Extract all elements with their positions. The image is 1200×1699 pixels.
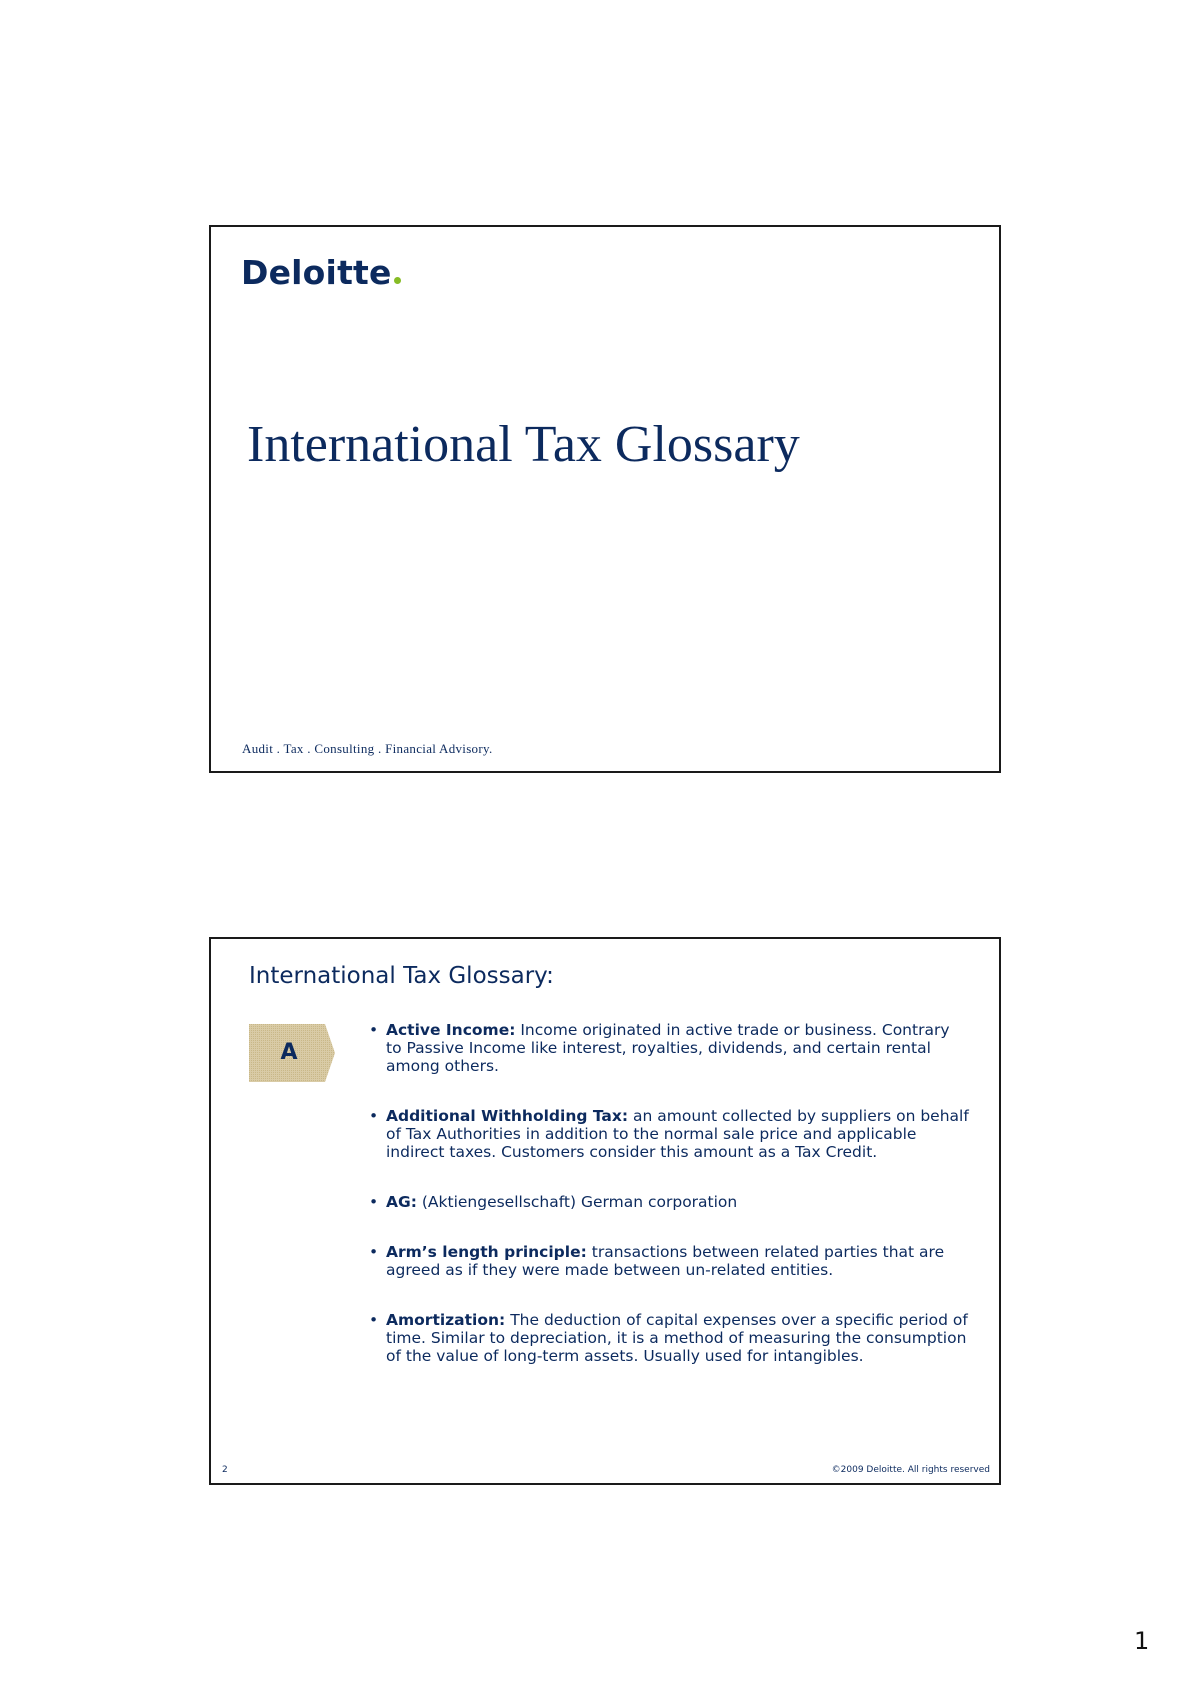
glossary-definition: The deduction of capital expenses over a specific period of time. Similar to depreciation, it is a method of measuring the consumption of the value of long-term assets. Usually used for intangibles.	[386, 1311, 968, 1365]
glossary-definition: an amount collected by suppliers on behalf of Tax Authorities in addition to the normal sale price and applicable indirect taxes. Customers consider this amount as a Tax Credit.	[386, 1107, 969, 1161]
glossary-term: Amortization:	[386, 1311, 506, 1329]
slide-number: 2	[222, 1465, 228, 1475]
letter-tab-label: A	[280, 1040, 298, 1065]
glossary-entry	[369, 1243, 969, 1279]
glossary-entry	[369, 1311, 969, 1365]
glossary-definition: Income originated in active trade or business. Contrary to Passive Income like interest, royalties, dividends, and certain rental among others.	[386, 1021, 950, 1075]
copyright-notice: ©2009 Deloitte. All rights reserved	[831, 1465, 990, 1475]
cover-title: International Tax Glossary	[247, 416, 800, 473]
deloitte-logo	[241, 253, 401, 292]
glossary-definition: (Aktiengesellschaft) German corporation	[421, 1193, 738, 1211]
letter-tab	[249, 1024, 335, 1082]
service-tagline: Audit . Tax . Consulting . Financial Advisory.	[242, 741, 493, 756]
glossary-slide	[209, 937, 1001, 1485]
glossary-term: Arm’s length principle:	[386, 1243, 587, 1261]
logo-green-dot	[394, 277, 401, 284]
glossary-term: AG:	[386, 1193, 417, 1211]
glossary-entry	[369, 1021, 969, 1075]
logo-wordmark: Deloitte	[241, 253, 392, 292]
glossary-definition: transactions between related parties that are agreed as if they were made between un-related entities.	[386, 1243, 945, 1279]
page-number: 1	[1134, 1627, 1150, 1655]
glossary-term: Active Income:	[386, 1021, 516, 1039]
glossary-list	[369, 1021, 969, 1397]
glossary-entry	[369, 1193, 969, 1211]
glossary-entry	[369, 1107, 969, 1161]
cover-slide	[209, 225, 1001, 773]
glossary-term: Additional Withholding Tax:	[386, 1107, 629, 1125]
slide-heading: International Tax Glossary:	[249, 963, 554, 989]
